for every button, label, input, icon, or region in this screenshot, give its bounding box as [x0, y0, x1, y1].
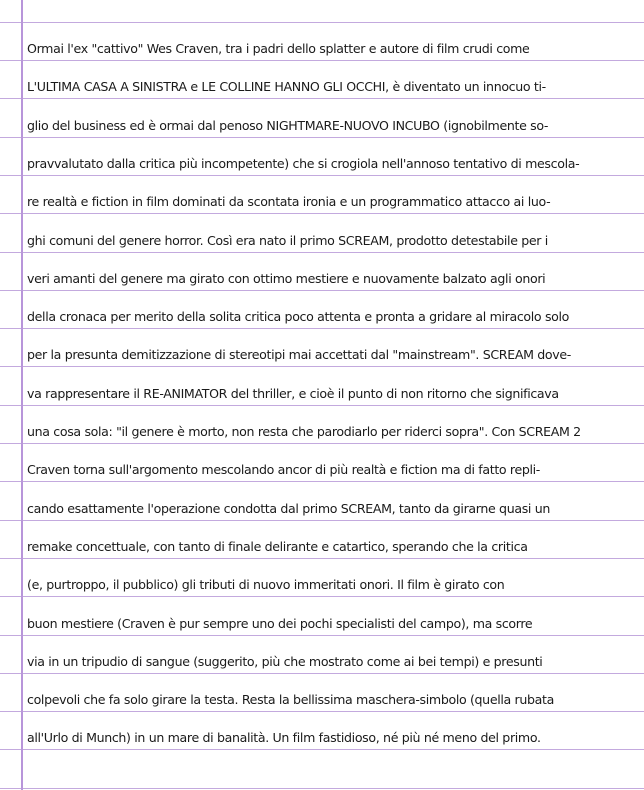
text-line-13: cando esattamente l'operazione condotta dal primo SCREAM, tanto da girarne quasi un	[27, 500, 550, 516]
text-line-16: buon mestiere (Craven è pur sempre uno dei pochi specialisti del campo), ma scorre	[27, 615, 533, 631]
text-line-14: remake concettuale, con tanto di finale delirante e catartico, sperando che la critica	[27, 538, 528, 554]
text-line-9: per la presunta demitizzazione di stereotipi mai accettati dal "mainstream". SCREAM dove-	[27, 347, 571, 363]
text-line-8: della cronaca per merito della solita critica poco attenta e pronta a gridare al miracolo solo	[27, 309, 570, 325]
text-line-4: pravvalutato dalla critica più incompetente) che si crogiola nell'annoso tentativo di mescola-	[27, 155, 580, 171]
text-line-2: L'ULTIMA CASA A SINISTRA e LE COLLINE HANNO GLI OCCHI, è diventato un innocuo ti-	[27, 79, 546, 95]
text-line-12: Craven torna sull'argomento mescolando ancor di più realtà e fiction ma di fatto repli-	[27, 462, 541, 478]
ruled-line	[0, 788, 644, 789]
text-line-17: via in un tripudio di sangue (suggerito, più che mostrato come ai bei tempi) e presunti	[27, 653, 543, 669]
text-line-6: ghi comuni del genere horror. Così era nato il primo SCREAM, prodotto detestabile per i	[27, 232, 548, 248]
text-line-7: veri amanti del genere ma girato con ottimo mestiere e nuovamente balzato agli onori	[27, 270, 546, 286]
text-line-5: re realtà e fiction in film dominati da scontata ironia e un programmatico attacco ai luo-	[27, 194, 551, 210]
text-line-11: una cosa sola: "il genere è morto, non resta che parodiarlo per riderci sopra". Con SCREAM 2	[27, 424, 581, 439]
text-line-3: glio del business ed è ormai dal penoso NIGHTMARE-NUOVO INCUBO (ignobilmente so-	[27, 117, 549, 133]
ruled-line	[0, 22, 644, 23]
text-line-1: Ormai l'ex "cattivo" Wes Craven, tra i padri dello splatter e autore di film crudi come	[27, 41, 530, 56]
text-line-15: (e, purtroppo, il pubblico) gli tributi di nuovo immeritati onori. Il film è girato con	[27, 577, 505, 593]
text-line-10: va rappresentare il RE-ANIMATOR del thriller, e cioè il punto di non ritorno che significava	[27, 385, 559, 401]
text-line-18: colpevoli che fa solo girare la testa. Resta la bellissima maschera-simbolo (quella rubata	[27, 692, 554, 708]
margin-line	[21, 0, 23, 790]
text-line-19: all'Urlo di Munch) in un mare di banalità. Un film fastidioso, né più né meno del primo.	[27, 730, 541, 746]
